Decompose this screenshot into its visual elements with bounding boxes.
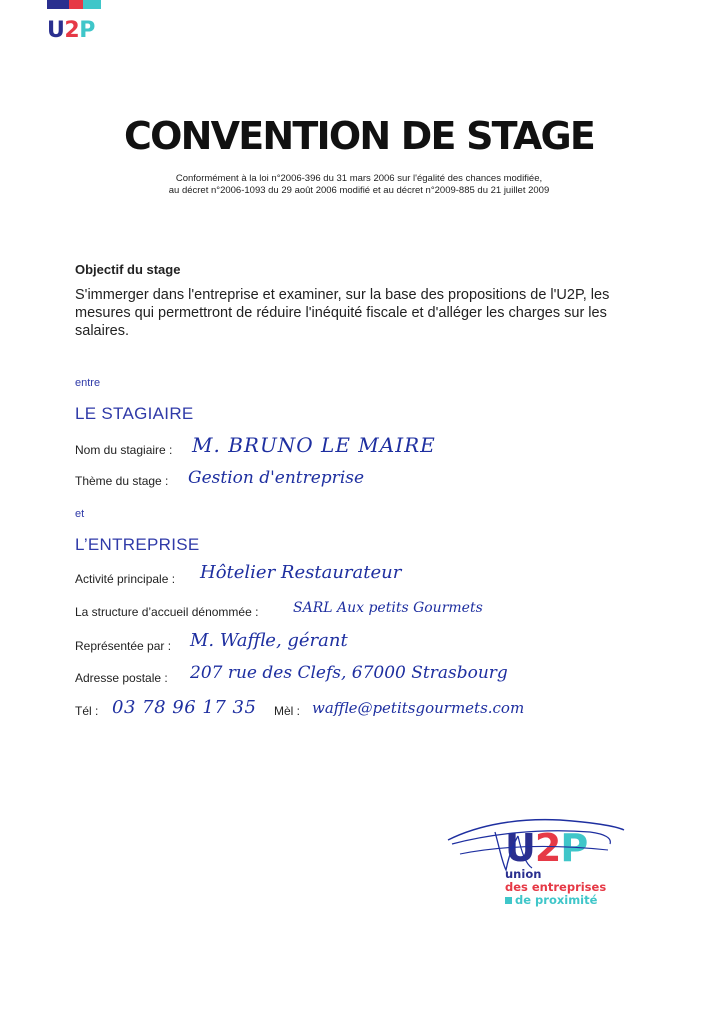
objectif-text: S'immerger dans l'entreprise et examiner, sur la base des propositions de l'U2P, les mesures qui permettront de réduire l'inéquité fiscale et d'alléger les charges sur les salaires. [75, 287, 610, 339]
u2p-logo-top [47, 0, 103, 48]
stagiaire-heading: LE STAGIAIRE [75, 404, 194, 423]
legal-reference-line-2: au décret n°2006-1093 du 29 août 2006 modifié et au décret n°2009-885 du 21 juillet 2009 [168, 185, 550, 196]
logo-tagline-union: union [505, 867, 542, 881]
theme-stage-label: Thème du stage : [75, 474, 169, 488]
logo-tagline-entreprises: des entreprises [505, 880, 607, 894]
entre-label: entre [75, 377, 101, 389]
handwritten-signature [440, 810, 630, 890]
legal-reference [0, 173, 718, 197]
logo-tagline-proximite: de proximité [505, 894, 615, 907]
et-label: et [75, 508, 85, 520]
representee-par-value: M. Waffle, gérant [190, 630, 348, 651]
adresse-postale-label: Adresse postale : [75, 671, 168, 685]
document-title: CONVENTION DE STAGE [124, 114, 594, 158]
logo-bar-cyan [83, 0, 101, 9]
nom-stagiaire-value: M. BRUNO LE MAIRE [192, 433, 436, 457]
structure-accueil-value: SARL Aux petits Gourmets [293, 600, 483, 616]
representee-par-label: Représentée par : [75, 639, 172, 653]
legal-reference-line-1: Conformément à la loi n°2006-396 du 31 mars 2006 sur l'égalité des chances modifiée, [175, 173, 543, 184]
logo-wordmark: U2P [47, 18, 95, 43]
logo-square-icon [505, 897, 512, 904]
activite-principale-value: Hôtelier Restaurateur [200, 562, 402, 583]
logo-bar-blue [47, 0, 69, 9]
structure-accueil-label: La structure d’accueil dénommée : [75, 605, 259, 619]
entreprise-heading: L’ENTREPRISE [75, 535, 200, 554]
objectif-label: Objectif du stage [75, 262, 181, 277]
adresse-postale-value: 207 rue des Clefs, 67000 Strasbourg [190, 663, 508, 683]
mel-value: waffle@petitsgourmets.com [312, 699, 525, 717]
activite-principale-label: Activité principale : [75, 572, 176, 586]
theme-stage-value: Gestion d'entreprise [188, 468, 365, 488]
mel-label: Mèl : [274, 704, 301, 718]
nom-stagiaire-label: Nom du stagiaire : [75, 443, 173, 457]
telephone-label: Tél : [75, 704, 99, 718]
logo-bottom-wordmark: U2P [505, 826, 588, 870]
logo-bar-red [69, 0, 83, 9]
telephone-value: 03 78 96 17 35 [112, 697, 257, 718]
